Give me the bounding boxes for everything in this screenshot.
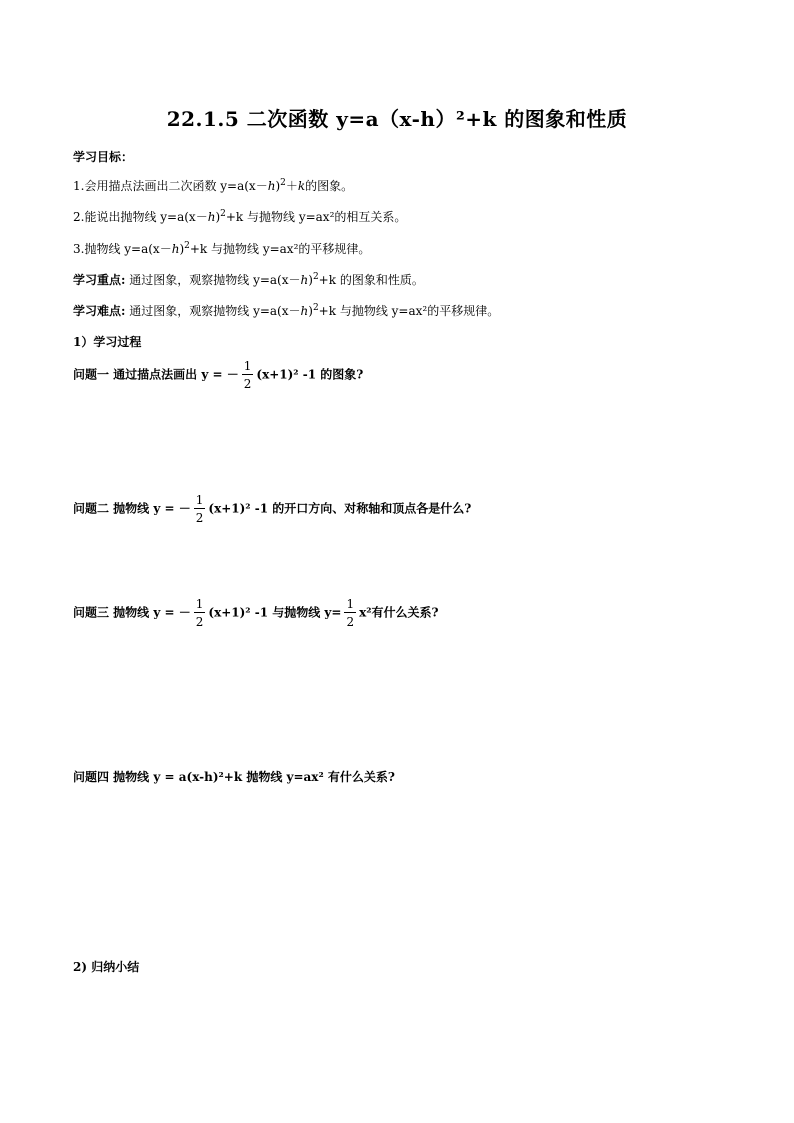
goal-2: 2.能说出抛物线 $y=a(x-h)^2+k$ 与抛物线 y=ax²的相互关系。 xyxy=(73,209,407,224)
goal-1: 1.会用描点法画出二次函数 $y=a(x-h)^2+k$的图象。 xyxy=(73,178,354,193)
question-3: 问题三 抛物线 y = － $\frac{1}{2}$ (x+1)² -1 与抛物线 y= $\frac{1}{2}$ x²有什么关系? xyxy=(73,597,439,629)
process-heading: 1）学习过程 xyxy=(73,335,142,349)
fraction-half: $\frac{1}{2}$ xyxy=(195,597,204,629)
difficulty: 学习难点: 通过图象，观察抛物线 $y=a(x-h)^2+k$ 与抛物线 y=ax²的平移规律。 xyxy=(73,303,500,318)
page-title: 22.1.5 二次函数 y=a（x-h）²+k 的图象和性质 xyxy=(166,107,628,131)
key-point-label: 学习重点: xyxy=(73,273,126,287)
question-2: 问题二 抛物线 y = － $\frac{1}{2}$ (x+1)² -1 的开口方向、对称轴和顶点各是什么? xyxy=(73,493,472,525)
fraction-half-2: $\frac{1}{2}$ xyxy=(346,597,355,629)
question-1: 问题一 通过描点法画出 y = － $\frac{1}{2}$ (x+1)² -1 的图象? xyxy=(73,359,364,391)
goals-heading: 学习目标： xyxy=(73,150,134,164)
goal-3: 3.抛物线 $y=a(x-h)^2+k$ 与抛物线 y=ax²的平移规律。 xyxy=(73,241,371,256)
fraction-half: $\frac{1}{2}$ xyxy=(243,359,252,391)
key-point: 学习重点: 通过图象，观察抛物线 $y=a(x-h)^2+k$ 的图象和性质。 xyxy=(73,272,424,287)
difficulty-label: 学习难点: xyxy=(73,304,126,318)
fraction-half: $\frac{1}{2}$ xyxy=(195,493,204,525)
summary-heading: 2) 归纳小结 xyxy=(73,960,140,974)
question-4: 问题四 抛物线 y = a(x-h)²+k 抛物线 y=ax² 有什么关系? xyxy=(73,770,395,784)
